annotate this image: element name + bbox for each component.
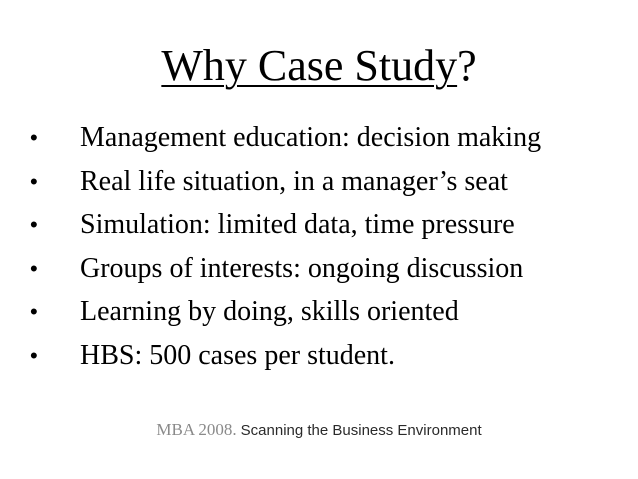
bullet-icon: •	[30, 255, 38, 281]
bullet-icon: •	[30, 212, 38, 237]
bullet-icon: •	[30, 125, 38, 150]
bullet-text: Groups of interests: ongoing discussion	[80, 252, 524, 284]
footer-subject: Scanning the Business Environment	[240, 422, 482, 439]
bullet-icon: •	[30, 299, 38, 324]
slide-title-main: Why Case Study	[161, 41, 458, 90]
bullet-icon: •	[30, 342, 38, 368]
slide-footer	[0, 420, 638, 440]
bullet-text: Management education: decision making	[80, 122, 542, 153]
slide-title-suffix: ?	[457, 41, 477, 90]
bullet-text: Learning by doing, skills oriented	[80, 296, 459, 327]
slide-title	[0, 40, 638, 92]
bullet-text: Real life situation, in a manager’s seat	[80, 165, 508, 197]
bullet-text: Simulation: limited data, time pressure	[80, 209, 515, 240]
bullet-text: HBS: 500 cases per student.	[80, 339, 395, 371]
footer-course: MBA 2008.	[156, 420, 237, 439]
bullet-icon: •	[30, 168, 38, 194]
